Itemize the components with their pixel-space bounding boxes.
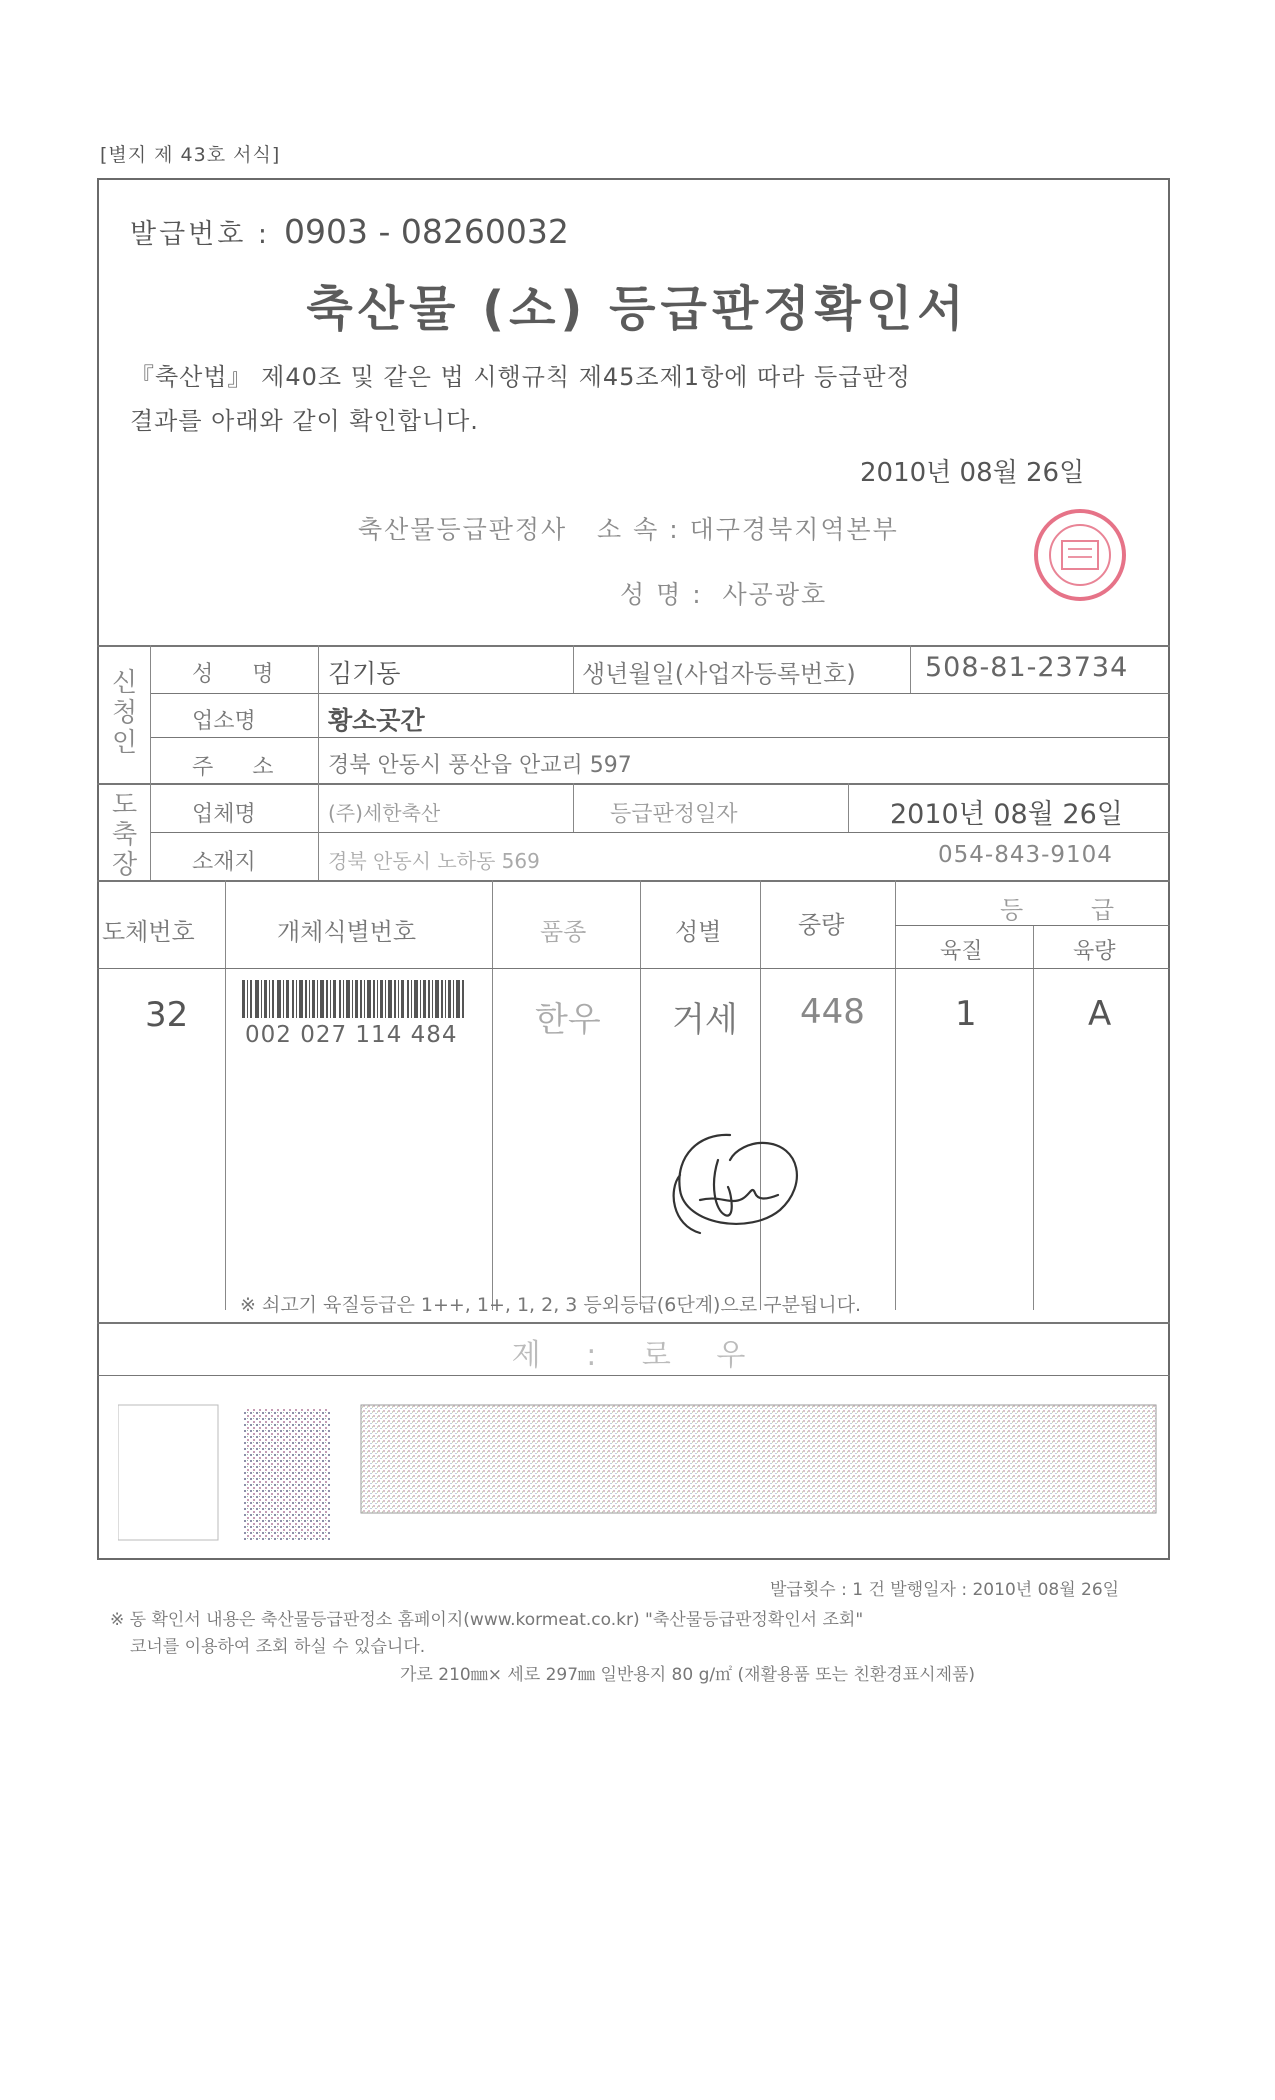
- business-name: 황소곳간: [328, 706, 425, 735]
- inspector-name: [620, 575, 827, 611]
- applicant-section-label: 신청인: [112, 668, 138, 758]
- inspector-affiliation-value: 대구경북지역본부: [689, 515, 899, 544]
- divider: [150, 645, 151, 880]
- divider: [573, 783, 574, 832]
- divider-table-top: [97, 880, 1170, 882]
- footer-notice-2: 코너를 이용하여 조회 하실 수 있습니다.: [130, 1637, 426, 1657]
- address-label: 주 소: [192, 755, 290, 780]
- barcode-icon: [242, 980, 464, 1018]
- divider: [1033, 925, 1034, 1310]
- phone-value: 054-843-9104: [938, 842, 1113, 868]
- company-label: 업체명: [192, 802, 256, 827]
- divider: [640, 880, 641, 1310]
- header-breed: 품종: [540, 918, 587, 946]
- divider: [848, 783, 849, 832]
- divider: [318, 645, 319, 880]
- intro-line-1: 『축산법』 제40조 및 같은 법 시행규칙 제45조제1항에 따라 등급판정: [130, 363, 911, 391]
- row-yield: A: [1088, 994, 1112, 1034]
- intro-line-2: 결과를 아래와 같이 확인합니다.: [130, 407, 479, 435]
- issue-number-value: 0903 - 08260032: [284, 212, 569, 251]
- row-sex: 거세: [672, 1000, 738, 1040]
- issue-info: 발급횟수 : 1 건 발행일자 : 2010년 08월 26일: [770, 1580, 1120, 1600]
- divider: [225, 880, 226, 1310]
- paper-spec: 가로 210㎜× 세로 297㎜ 일반용지 80 g/㎡ (재활용품 또는 친환경표시제품): [400, 1665, 976, 1685]
- divider-applicant-top: [97, 645, 1170, 647]
- issue-number: [130, 212, 569, 251]
- divider: [895, 925, 1170, 926]
- header-carcass-no: 도체번호: [102, 918, 195, 946]
- divider-table-bottom: [97, 1322, 1170, 1324]
- row-quality: 1: [955, 994, 977, 1034]
- inspector-affiliation-label: 소 속 :: [597, 515, 680, 544]
- business-label: 업소명: [192, 709, 256, 734]
- grading-date: 2010년 08월 26일: [890, 799, 1123, 830]
- security-pattern: [118, 1400, 1158, 1545]
- grading-date-label: 등급판정일자: [610, 802, 738, 827]
- inspector-name-label: 성 명 :: [620, 580, 703, 609]
- divider-table-header: [97, 968, 1170, 969]
- applicant-name-label: 성 명: [192, 662, 290, 687]
- header-yield: 육량: [1073, 939, 1116, 964]
- issue-number-label: 발급번호 :: [130, 219, 271, 250]
- birth-value: 508-81-23734: [925, 652, 1129, 683]
- slaughterhouse-section-label: 도축장: [112, 790, 138, 880]
- intro-text: [130, 355, 1120, 443]
- company-value: (주)세한축산: [328, 801, 441, 825]
- inspector-name-value: 사공광호: [722, 580, 828, 609]
- grade-note: ※ 쇠고기 육질등급은 1++, 1+, 1, 2, 3 등외등급(6단계)으로 구분됩니다.: [240, 1294, 862, 1316]
- divider: [760, 880, 761, 1310]
- form-label: [별지 제 43호 서식]: [100, 144, 281, 166]
- divider: [573, 645, 574, 693]
- signature: [660, 1115, 810, 1240]
- official-seal-icon: [1030, 505, 1130, 605]
- row-id-no: 002 027 114 484: [245, 1022, 458, 1048]
- row-breed: 한우: [535, 1000, 601, 1040]
- address-value: 경북 안동시 풍산읍 안교리 597: [328, 753, 632, 778]
- header-grade: 등 급: [1000, 896, 1144, 924]
- divider: [97, 1375, 1170, 1376]
- divider: [150, 832, 1170, 833]
- footer-notice-1: ※ 동 확인서 내용은 축산물등급판정소 홈페이지(www.kormeat.co.kr) "축산물등급판정확인서 조회": [110, 1610, 864, 1630]
- inspector-affiliation: [358, 510, 899, 546]
- birth-label: 생년월일(사업자등록번호): [582, 660, 856, 688]
- row-carcass-no: 32: [145, 995, 189, 1035]
- divider: [910, 645, 911, 693]
- applicant-name: 김기동: [328, 659, 401, 688]
- page-title: 축산물 (소) 등급판정확인서: [306, 281, 969, 337]
- divider: [150, 693, 1170, 694]
- header-weight: 중량: [798, 911, 845, 939]
- divider: [895, 880, 896, 1310]
- row-weight: 448: [800, 992, 865, 1032]
- location-label: 소재지: [192, 850, 256, 875]
- header-quality: 육질: [940, 939, 983, 964]
- divider-applicant-bottom: [97, 783, 1170, 785]
- location-value: 경북 안동시 노하동 569: [328, 849, 540, 873]
- watermark-text: 제 : 로 우: [511, 1338, 764, 1373]
- header-sex: 성별: [675, 918, 722, 946]
- divider: [492, 880, 493, 1310]
- inspector-role: 축산물등급판정사: [358, 515, 568, 544]
- issue-date: 2010년 08월 26일: [860, 458, 1085, 488]
- header-id-no: 개체식별번호: [277, 918, 417, 946]
- divider: [150, 737, 1170, 738]
